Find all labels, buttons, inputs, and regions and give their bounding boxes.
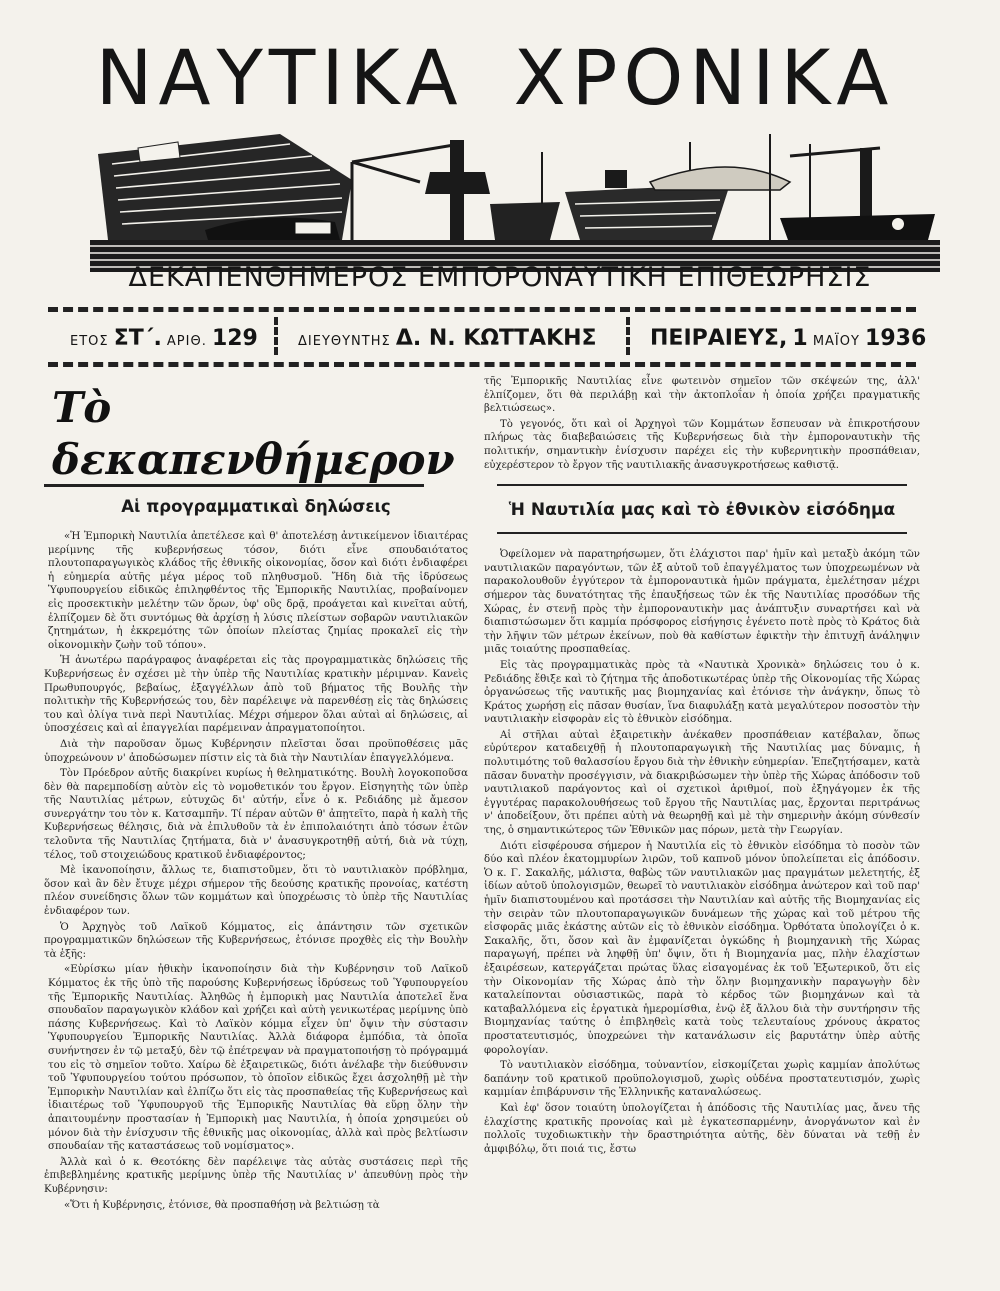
section-heading: Ἡ Ναυτιλία μας καὶ τὸ ἐθνικὸν εἰσόδημα bbox=[508, 500, 896, 521]
separator bbox=[274, 317, 278, 355]
paragraph: Ὀφείλομεν νὰ παρατηρήσωμεν, ὅτι ἐλάχιστοι παρ' ἡμῖν καὶ μεταξὺ ἀκόμη τῶν ναυτιλιακῶν παραγόντων, τῶν ἐξ αὐτοῦ τοῦ ἐπαγγέλματος των ὑποχρεωμένων νὰ παρακολουθοῦν ἐγγύτερον τὰ ἐμποροναυτικὰ ἡμῶν πράγματα, ἐμελέτησαν μέχρι σήμερον τὰς δυνατότητας τῆς ἐπαυξήσεως τῶν ἐκ τῆς Ναυτιλίας προσόδων τῆς Χώρας, ἐν στενῇ πρὸς τὴν ἐμποροναυτικὴν μας ἀνάπτυξιν συναρτήσει καὶ νὰ διαπιστώσωμεν ὅτι καμμία πρόσφορος εἰσήγησις ἐγένετο ποτὲ πρὸς τὸ Κράτος διὰ τὴν λῆψιν τῶν μέτρων ἐκείνων, ποὺ θὰ καθίστων ἐφικτὴν τὴν ἐπιτυχῆ ἀνάληψιν μιᾶς τοιαύτης προσπαθείας. bbox=[484, 549, 920, 656]
day: 1 bbox=[792, 326, 808, 351]
paragraph: Καὶ ἐφ' ὅσον τοιαύτη ὑπολογίζεται ἡ ἀπόδοσις τῆς Ναυτιλίας μας, ἄνευ τῆς ἐλαχίστης κρατικῆς προνοίας καὶ μὲ ἐγκατεσπαρμένην, ἀνοργάνωτον καὶ ἐν πολλοῖς τυχοδιωκτικὴν τὴν δραστηριότητα αὐτῆς, δὲν δύναται νὰ τεθῇ ἐν ἀμφιβόλῳ, ὅτι ποιά τις, ἔστω bbox=[484, 1102, 920, 1155]
paragraph: Διὰ τὴν παροῦσαν ὅμως Κυβέρνησιν πλεῖσται ὅσαι προϋποθέσεις μᾶς ὑποχρεώνουν ν' ἀποδώσωμεν πίστιν εἰς τὰ διὰ τὴν Ναυτιλίαν ἐπαγγελλόμενα. bbox=[44, 738, 468, 764]
paragraph: Τὸν Πρόεδρον αὐτῆς διακρίνει κυρίως ἡ θεληματικότης. Βουλὴ λογοκοποῦσα δὲν θὰ παρεμποδίσῃ αὐτὸν εἰς τὸ νομοθετικόν του ἔργον. Εἰσηγητὴς τῶν ὑπὲρ τῆς Ναυτιλίας μέτρων, εὐτυχῶς δι' αὐτήν, εἶνε ὁ κ. Ρεδιάδης μὲ ἄμεσον συνεργάτην του τὸν κ. Κατσαμπῆν. Τί πέραν αὐτῶν θ' ἀπῃτεῖτο, παρὰ ἡ καλὴ τῆς Κυβερνήσεως θέλησις, διὰ νὰ ἐπιλυθοῦν τὰ ἐν ἐπιπολαιότητι ἀπὸ τόσων ἐτῶν τελοῦντα τῆς Ναυτιλίας ζητήματα, διὰ ν' ἀνασυγκροτηθῇ αὐτή, διὰ νὰ τύχῃ, τέλος, τοῦ στοιχειώδους κρατικοῦ ἐνδιαφέροντος; bbox=[44, 768, 468, 861]
paragraph: Τὸ γεγονός, ὅτι καὶ οἱ Ἀρχηγοὶ τῶν Κομμάτων ἔσπευσαν νὰ ἐπικροτήσουν πλήρως τὰς διαβεβαιώσεις τῆς Κυβερνήσεως διὰ τὴν ἐμποροναυτικὴν τῆς πολιτικήν, σημαντικὴν ἐνίσχυσιν παρέχει εἰς τὴν κυβερνητικὴν προσπάθειαν, εὐχερέστερον τὸ ἔργον τῆς ναυτιλιακῆς ἀνασυγκροτήσεως καθιστᾷ. bbox=[484, 418, 920, 471]
title-word-1: ΝΑΥΤΙΚΑ bbox=[95, 33, 464, 122]
paragraph: «Ἡ Ἐμπορικὴ Ναυτιλία ἀπετέλεσε καὶ θ' ἀποτελέσῃ ἀντικείμενον ἰδιαιτέρας μερίμνης τῆς κυβερνήσεως τόσον, διότι εἶνε σπουδαιότατος πλουτοπαραγωγικὸς κλάδος τῆς ἐθνικῆς οἰκονομίας, ὅσον καὶ διότι ἐνδιαφέρει ἡ εὐημερία αὐτῆς μέγα μέρος τοῦ πληθυσμοῦ. Ἤδη διὰ τῆς ἱδρύσεως Ὑφυπουργείου εἰδικῶς ἐπιληφθέντος τῆς Ἐμπορικῆς Ναυτιλίας, προβαίνομεν εἰς προσεκτικὴν μελέτην τῶν ὅρων, ὑφ' οὓς δρᾷ, προάγεται καὶ κινεῖται αὐτή, ἐλπίζομεν δὲ ὅτι συντόμως θὰ ἀρχίσῃ ἡ λύσις πλείστων σοβαρῶν ναυτιλιακῶν ζητημάτων, ἡ ἐκκρεμότης τῶν ὁποίων πλείστας ζημίας προκαλεῖ εἰς τὴν οἰκονομικὴν ζωὴν τοῦ τόπου». bbox=[48, 531, 468, 651]
director bbox=[298, 326, 597, 351]
issue-info-bar bbox=[48, 307, 927, 367]
issue-label: ΑΡΙΘ. bbox=[166, 334, 207, 349]
paragraph: Διότι εἰσφέρουσα σήμερον ἡ Ναυτιλία εἰς τὸ ἐθνικὸν εἰσόδημα τὸ ποσὸν τῶν δύο καὶ πλέον ἑκατομμυρίων λιρῶν, τοῦ καπνοῦ μόνον ὑπολείπεται εἰς ἀπόδοσιν. Ὁ κ. Γ. Σακαλῆς, μάλιστα, θαβὼς τῶν ναυτιλιακῶν μας πραγμάτων μελετητής, ἐξ ἰδίων αὐτοῦ ὑπολογισμῶν, θεωρεῖ τὸ ναυτιλιακὸν εἰσόδημα ἀνώτερον καὶ τοῦ παρ' ἡμῖν διαπιστουμένου καὶ προτάσσει τὴν Ναυτιλίαν καὶ αὐτῆς τῆς Βιομηχανίας εἰς τὴν σειρὰν τῶν πλουτοπαραγωγικῶν δυνάμεων τῆς χώρας καὶ τοῦ μέτρου τῆς εἰσφορᾶς μιᾶς ἑκάστης αὐτῶν εἰς τὸ ἐθνικὸν εἰσόδημα. Ὀρθότατα ὑπολογίζει ὁ κ. Σακαλῆς, ὅτι, ὅσον καὶ ἂν ἐμφανίζεται ὀγκώδης ἡ βιομηχανικὴ τῆς Χώρας παραγωγή, πρέπει νὰ ληφθῇ ὑπ' ὄψιν, ὅτι ἡ Βιομηχανία μας, πλὴν ἐλαχίστων ἐξαιρέσεων, κατεργάζεται πρώτας ὕλας εἰσαγομένας ἐκ τοῦ Ἐξωτερικοῦ, ὅτι εἰς τὴν Οἰκονομίαν τῆς Χώρας ἀπὸ τὴν ὅλην βιομηχανικὴν παραγωγὴν δὲν καταλείπονται οὐσιαστικῶς, παρὰ τὸ κέρδος τῶν βιομηχάνων καὶ τὰ καταβαλλόμενα εἰς ἐργατικὰ ἡμερομίσθια, ἐνῷ ἐξ ἄλλου διὰ τὴν συντήρησιν τῆς Βιομηχανίας ταύτης ὁ ἐπιβληθεὶς κατὰ τοὺς τελευταίους χρόνους ἀκρατος προστατευτισμός, ὑποχρεώνει τὴν κατανάλωσιν εἰς βαρυτάτην ὑπὲρ αὐτῆς φορολογίαν. bbox=[484, 840, 920, 1056]
newspaper-title bbox=[50, 30, 940, 126]
section-rule bbox=[497, 484, 907, 486]
month: ΜΑΪΟΥ bbox=[812, 334, 860, 349]
director-name: Δ. Ν. ΚΩΤΤΑΚΗΣ bbox=[395, 326, 597, 351]
masthead bbox=[50, 30, 940, 260]
title-word-2: ΧΡΟΝΙΚΑ bbox=[513, 33, 895, 122]
director-label: ΔΙΕΥΘΥΝΤΗΣ bbox=[298, 334, 391, 349]
paragraph: Μὲ ἱκανοποίησιν, ἄλλως τε, διαπιστοῦμεν, ὅτι τὸ ναυτιλιακὸν πρόβλημα, ὅσον καὶ ἂν δὲν ἔτυχε μέχρι σήμερον τῆς δεούσης κρατικῆς προνοίας, κατέστη πλέον συνείδησις ὅλων τῶν κομμάτων καὶ ὑποχρέωσις τὸ ὑπὲρ τῆς Ναυτιλίας ἐνδιαφέρον των. bbox=[44, 865, 468, 918]
issue-number bbox=[70, 326, 258, 351]
paragraph: Ἡ ἀνωτέρω παράγραφος ἀναφέρεται εἰς τὰς προγραμματικὰς δηλώσεις τῆς Κυβερνήσεως ἐν σχέσει μὲ τὴν ὑπὲρ τῆς Ναυτιλίας κρατικὴν μέριμναν. Κανεὶς Πρωθυπουργός, βεβαίως, ἐξαγγέλλων ἀπὸ τοῦ βήματος τῆς Βουλῆς τὴν πολιτικὴν τῆς Κυβερνήσεώς του, δὲν παρέλειψε νὰ παρενθέσῃ εἰς τὰς δηλώσεις του καὶ ὀλίγα τινὰ περὶ Ναυτιλίας. Μέχρι σήμερον ὅλαι αὐταὶ αἱ δηλώσεις, αἱ ὑποσχέσεις καὶ αἱ ἐπαγγελίαι παρέμειναν ἀπραγματοποίητοι. bbox=[44, 655, 468, 735]
paragraph: «Εὑρίσκω μίαν ἠθικὴν ἱκανοποίησιν διὰ τὴν Κυβέρνησιν τοῦ Λαϊκοῦ Κόμματος ἐκ τῆς ὑπὸ τῆς παρούσης Κυβερνήσεως ἱδρύσεως τοῦ Ὑφυπουργείου τῆς Ἐμπορικῆς Ναυτιλίας. Ἀληθῶς ἡ ἐμπορικὴ μας Ναυτιλία ἀποτελεῖ ἕνα σπουδαῖον παραγωγικὸν κλάδον καὶ χρήζει καὶ αὐτὴ γενικωτέρας μερίμνης ὑπὸ πάσης Κυβερνήσεως. Καὶ τὸ Λαϊκὸν κόμμα εἶχεν ὑπ' ὄψιν τὴν σύστασιν Ὑφυπουργείου Ἐμπορικῆς Ναυτιλίας. Ἀλλὰ διάφορα ἐμπόδια, τὰ ὁποῖα συνήντησεν ἐν τῷ μεταξύ, δὲν τῷ ἐπέτρεψαν νὰ πραγματοποιήσῃ τὸ πρόγραμμά του εἰς τὸ σημεῖον τοῦτο. Χαίρω δὲ ἐξαιρετικῶς, διότι ἀνέλαβε τὴν διεύθυνσιν τοῦ Ὑφυπουργείου τούτου πρόσωπον, τὸ ὁποῖον εἰδικῶς ἔχει ἀσχοληθῇ μὲ τὴν Ἐμπορικὴν Ναυτιλίαν καὶ ἐλπίζω ὅτι εἰς τὰς προσπαθείας τῆς Κυβερνήσεως καὶ ἰδιαιτέρως τοῦ Ὑφυπουργοῦ τῆς Ἐμπορικῆς Ναυτιλίας θὰ εὕρῃ ὅλην τὴν ἀπαιτουμένην προστασίαν ἡ Ἐμπορικὴ μας Ναυτιλία, ἡ ὁποία χρησιμεύει οὐ μόνον διὰ τὴν ἐνίσχυσιν τῆς ἐθνικῆς μας οἰκονομίας, ἀλλὰ καὶ πρὸς βελτίωσιν σπουδαίαν τῆς καταστάσεως τοῦ νομίσματος». bbox=[48, 964, 468, 1153]
place: ΠΕΙΡΑΙΕΥΣ, bbox=[650, 326, 788, 351]
section-heading: Αἱ προγραμματικαὶ δηλώσεις bbox=[121, 497, 391, 516]
issue-value: 129 bbox=[211, 326, 258, 351]
left-column bbox=[44, 382, 468, 1214]
right-column bbox=[484, 375, 920, 1158]
year-label: ΕΤΟΣ bbox=[70, 334, 109, 349]
paragraph: «Ὅτι ἡ Κυβέρνησις, ἐτόνισε, θὰ προσπαθήσῃ νὰ βελτιώσῃ τὰ bbox=[64, 1199, 380, 1211]
feature-heading: Τὸ δεκαπενθήμερον bbox=[52, 383, 455, 484]
newspaper-subtitle: ΔΕΚΑΠΕΝΘΗΜΕΡΟΣ ΕΜΠΟΡΟΝΑΥΤΙΚΗ ΕΠΙΘΕΩΡΗΣΙΣ bbox=[128, 262, 872, 293]
section-rule bbox=[497, 532, 907, 534]
paragraph: τῆς Ἐμπορικῆς Ναυτιλίας εἶνε φωτεινὸν σημεῖον τῶν σκέψεών της, ἀλλ' ἐλπίζομεν, ὅτι θὰ περιλάβῃ καὶ τὴν ἀκτοπλοΐαν ἡ ὁποία χρήζει πραγματικῆς βελτιώσεως». bbox=[484, 376, 920, 415]
separator bbox=[626, 317, 630, 355]
year-value: ΣΤ΄. bbox=[113, 326, 162, 351]
paragraph: Αἱ στῆλαι αὐταὶ ἐξαιρετικὴν ἀνέκαθεν προσπάθειαν κατέβαλαν, ὅπως εὐρύτερον καταδειχθῇ ἡ πλουτοπαραγωγικὴ τῆς Ναυτιλίας μας δύναμις, ἡ πολυτιμότης τοῦ θαλασσίου ἔργου διὰ τὴν ἐθνικὴν εὐημερίαν. Ἐπεζητήσαμεν, κατὰ πᾶσαν δυνατὴν προσέγγισιν, νὰ διακριβώσωμεν τὴν ὑπὲρ τῆς Χώρας ἀπόδοσιν τοῦ ναυτιλιακοῦ παράγοντος καὶ οἱ σχετικοὶ ἀριθμοί, ποὺ ἐξηγάγομεν ἐκ τῆς ἐγγυτέρας παρακολουθήσεως τοῦ ἔργου τῆς Ναυτιλίας μας, ἔρχονται περιτράνως ν' ἀποδείξουν, ὅτι πρέπει αὐτὴ νὰ θεωρηθῇ καὶ μὲ τὴν σημερινὴν ἀκόμη σύνθεσίν της, ὁ σημαντικώτερος τῶν Ἐθνικῶν μας πόρων, μετὰ τὴν Γεωργίαν. bbox=[484, 729, 920, 837]
issue-date bbox=[650, 326, 926, 351]
harbor-illustration bbox=[90, 122, 940, 272]
year: 1936 bbox=[865, 326, 927, 351]
paragraph: Ὁ Ἀρχηγὸς τοῦ Λαϊκοῦ Κόμματος, εἰς ἀπάντησιν τῶν σχετικῶν προγραμματικῶν δηλώσεων τῆς Κυβερνήσεως, ἐτόνισε προχθὲς εἰς τὴν Βουλὴν τὰ ἑξῆς: bbox=[44, 921, 468, 960]
paragraph: Τὸ ναυτιλιακὸν εἰσόδημα, τοὐναντίον, εἰσκομίζεται χωρὶς καμμίαν ἀπολύτως δαπάνην τοῦ κρατικοῦ προϋπολογισμοῦ, χωρὶς οὐδένα προστατευτισμόν, χωρὶς καμμίαν ἐπιβάρυνσιν τῆς Ἑλληνικῆς καταναλώσεως. bbox=[484, 1060, 920, 1099]
paragraph: Ἀλλὰ καὶ ὁ κ. Θεοτόκης δὲν παρέλειψε τὰς αὐτὰς συστάσεις περὶ τῆς ἐπιβεβλημένης κρατικῆς μερίμνης ὑπὲρ τῆς Ναυτιλίας ν' ἀπευθύνῃ πρὸς τὴν Κυβέρνησιν: bbox=[44, 1156, 468, 1195]
paragraph: Εἰς τὰς προγραμματικὰς πρὸς τὰ «Ναυτικὰ Χρονικὰ» δηλώσεις του ὁ κ. Ρεδιάδης ἔθιξε καὶ τὸ ζήτημα τῆς ἀποδοτικωτέρας ὑπὲρ τῆς Οἰκονομίας τῆς Χώρας ὀργανώσεως τῆς ναυτικῆς μας βιομηχανίας καὶ ἐτόνισε τὴν ἀνάγκην, ὅπως τὸ Κράτος χωρήσῃ εἰς πᾶσαν θυσίαν, ἵνα διαφυλάξῃ κατὰ μεγαλύτερον ποσοστὸν τὴν ναυτιλιακὴν εἰσφορὰν εἰς τὸ ἐθνικὸν εἰσόδημα. bbox=[484, 659, 920, 726]
